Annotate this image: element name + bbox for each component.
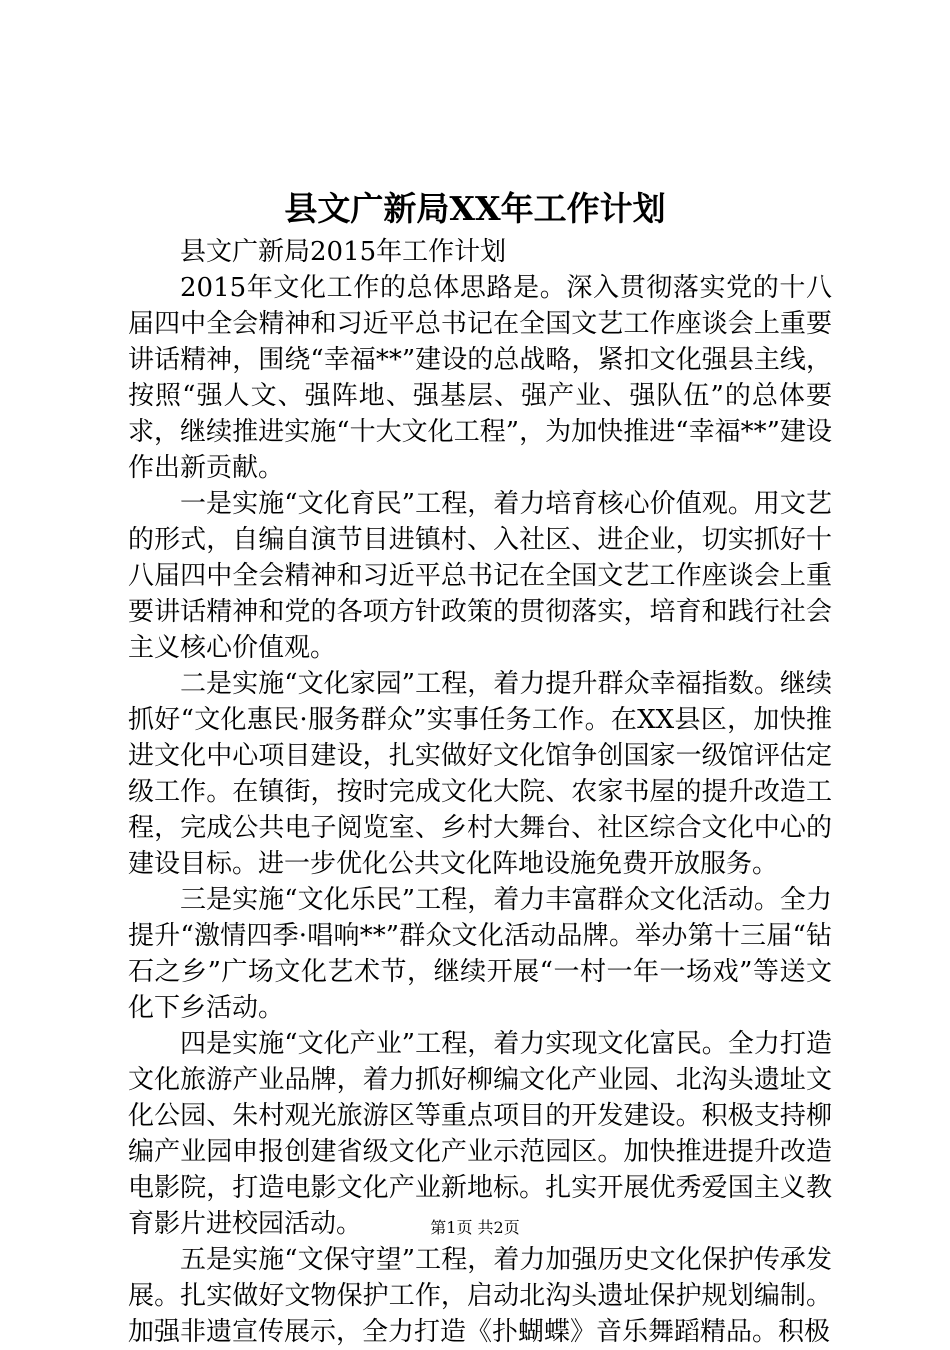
document-title: 县文广新局XX年工作计划 [284,189,666,228]
paragraph-item-1: 一是实施“文化育民”工程，着力培育核心价值观。用文艺的形式，自编自演节目进镇村、入社区、进企业，切实抓好十八届四中全会精神和习近平总书记在全国文艺工作座谈会上重要讲话精神和党的各项方针政策的贯彻落实，培育和践行社会主义核心价值观。 [128,489,832,663]
paragraph-item-4: 四是实施“文化产业”工程，着力实现文化富民。全力打造文化旅游产业品牌，着力抓好柳编文化产业园、北沟头遗址文化公园、朱村观光旅游区等重点项目的开发建设。积极支持柳编产业园申报创建省级文化产业示范园区。加快推进提升改造电影院，打造电影文化产业新地标。扎实开展优秀爱国主义教育影片进校园活动。 [128,1029,832,1239]
paragraph-item-2: 二是实施“文化家园”工程，着力提升群众幸福指数。继续抓好“文化惠民·服务群众”实事任务工作。在XX县区，加快推进文化中心项目建设，扎实做好文化馆争创国家一级馆评估定级工作。在镇街，按时完成文化大院、农家书屋的提升改造工程，完成公共电子阅览室、乡村大舞台、社区综合文化中心的建设目标。进一步优化公共文化阵地设施免费开放服务。 [128,669,832,879]
document-body [128,234,832,1350]
page-number-footer: 第1页 共2页 [430,1218,520,1237]
paragraph-subtitle: 县文广新局2015年工作计划 [180,237,507,267]
paragraph-overview: 2015年文化工作的总体思路是。深入贯彻落实党的十八届四中全会精神和习近平总书记在全国文艺工作座谈会上重要讲话精神，围绕“幸福**”建设的总战略，紧扣文化强县主线，按照“强人文、强阵地、强基层、强产业、强队伍”的总体要求，继续推进实施“十大文化工程”，为加快推进“幸福**”建设作出新贡献。 [128,273,832,483]
paragraph-item-3: 三是实施“文化乐民”工程，着力丰富群众文化活动。全力提升“激情四季·唱响**”群众文化活动品牌。举办第十三届“钻石之乡”广场文化艺术节，继续开展“一村一年一场戏”等送文化下乡活动。 [128,885,832,1023]
paragraph-item-5: 五是实施“文保守望”工程，着力加强历史文化保护传承发展。扎实做好文物保护工作，启动北沟头遗址保护规划编制。加强非遗宣传展示，全力打造《扑蝴蝶》音乐舞蹈精品。积极 [128,1245,832,1347]
